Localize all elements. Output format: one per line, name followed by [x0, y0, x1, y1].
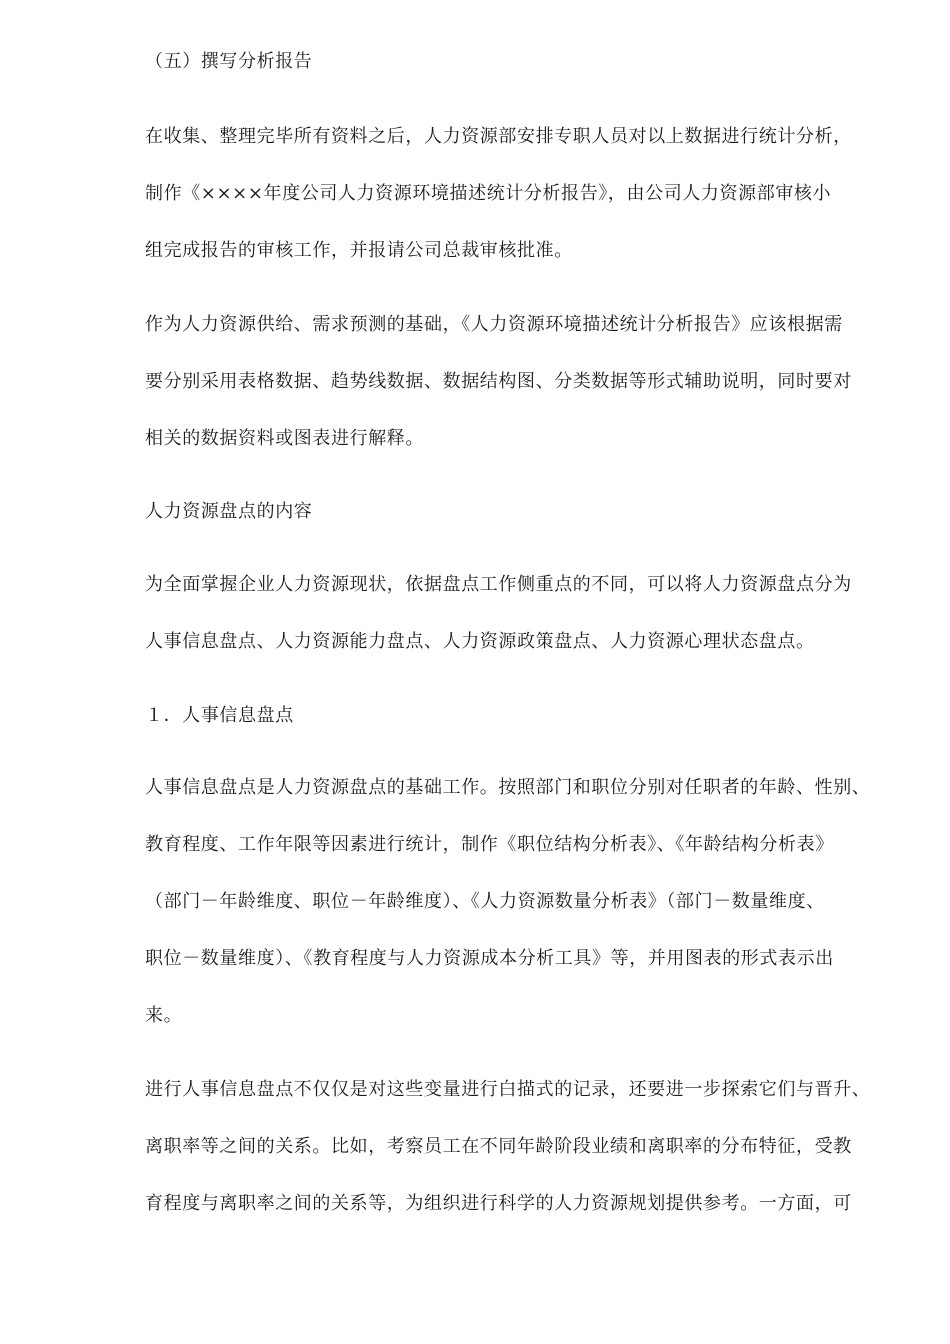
- paragraph-4-line-2: 教育程度、工作年限等因素进行统计，制作《职位结构分析表》、《年龄结构分析表》: [145, 834, 834, 855]
- paragraph-2-line-1: 作为人力资源供给、需求预测的基础，《人力资源环境描述统计分析报告》应该根据需: [145, 314, 843, 335]
- paragraph-3-line-1: 为全面掌握企业人力资源现状，依据盘点工作侧重点的不同，可以将人力资源盘点分为: [145, 574, 852, 595]
- paragraph-3-line-2: 人事信息盘点、人力资源能力盘点、人力资源政策盘点、人力资源心理状态盘点。: [145, 631, 815, 652]
- paragraph-4-line-1: 人事信息盘点是人力资源盘点的基础工作。按照部门和职位分别对任职者的年龄、性别、: [145, 777, 871, 798]
- section-heading-five: （五）撰写分析报告: [145, 51, 313, 72]
- item-1-title: １．人事信息盘点: [145, 705, 294, 726]
- paragraph-5-line-1: 进行人事信息盘点不仅仅是对这些变量进行白描式的记录，还要进一步探索它们与晋升、: [145, 1079, 871, 1100]
- paragraph-4-line-5: 来。: [145, 1005, 183, 1026]
- paragraph-5-line-3: 育程度与离职率之间的关系等，为组织进行科学的人力资源规划提供参考。一方面，可: [145, 1193, 852, 1214]
- paragraph-1-line-2: 制作《××××年度公司人力资源环境描述统计分析报告》，由公司人力资源部审核小: [145, 183, 832, 204]
- section-title: 人力资源盘点的内容: [145, 501, 313, 522]
- paragraph-2-line-2: 要分别采用表格数据、趋势线数据、数据结构图、分类数据等形式辅助说明，同时要对: [145, 371, 852, 392]
- paragraph-1-line-1: 在收集、整理完毕所有资料之后，人力资源部安排专职人员对以上数据进行统计分析，: [145, 126, 852, 147]
- paragraph-2-line-3: 相关的数据资料或图表进行解释。: [145, 428, 424, 449]
- paragraph-4-line-4: 职位－数量维度）、《教育程度与人力资源成本分析工具》等，并用图表的形式表示出: [145, 948, 834, 969]
- paragraph-5-line-2: 离职率等之间的关系。比如，考察员工在不同年龄阶段业绩和离职率的分布特征，受教: [145, 1136, 852, 1157]
- paragraph-1-line-3: 组完成报告的审核工作，并报请公司总裁审核批准。: [145, 240, 573, 261]
- paragraph-4-line-3: （部门－年龄维度、职位－年龄维度）、《人力资源数量分析表》（部门－数量维度、: [145, 891, 825, 912]
